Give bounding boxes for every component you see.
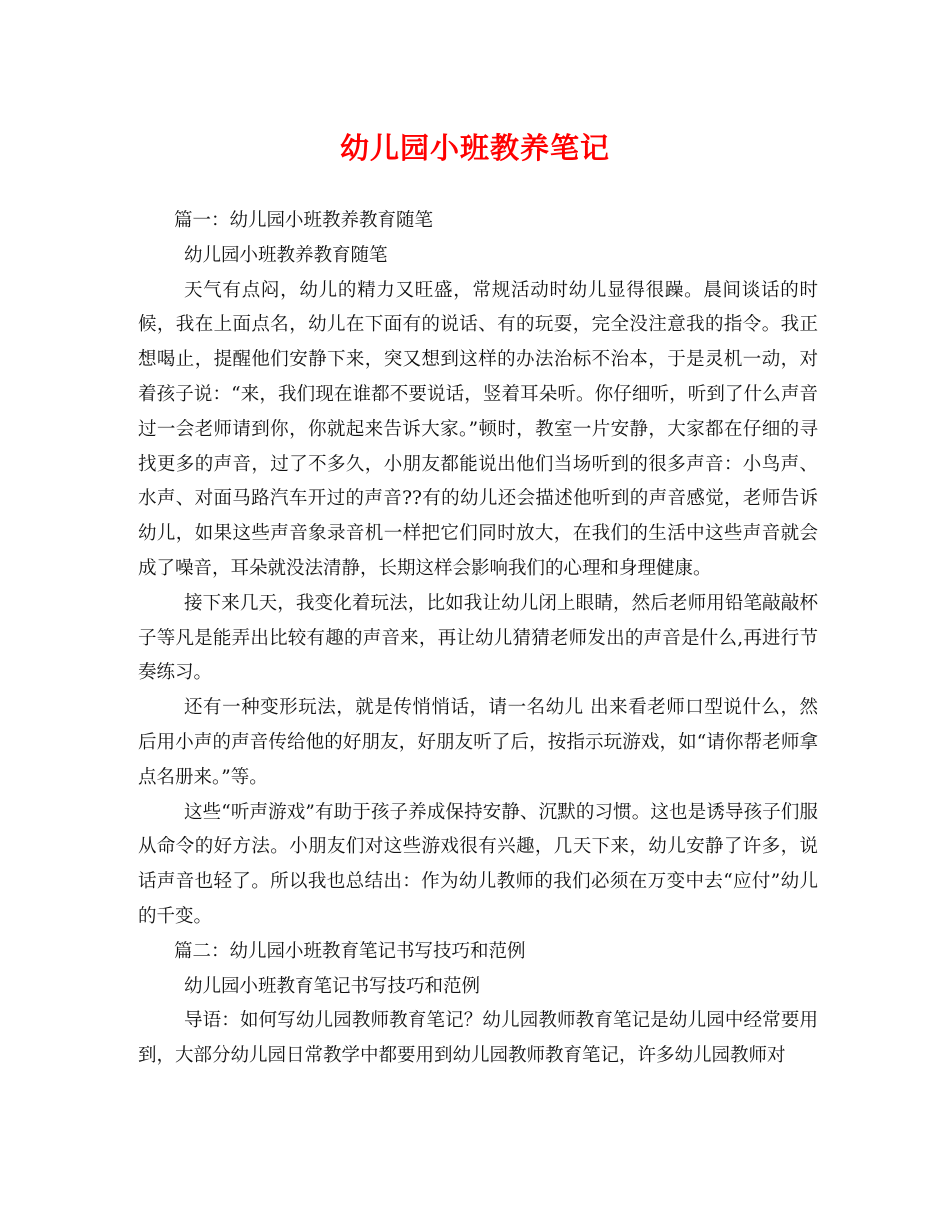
body-paragraph: 天气有点闷，幼儿的精力又旺盛，常规活动时幼儿显得很躁。晨间谈话的时候，我在上面点名，幼儿在下面有的说话、有的玩耍，完全没注意我的指令。我正想喝止，提醒他们安静下来，突又想到这样的办法治标不治本，于是灵机一动，对着孩子说：“来，我们现在谁都不要说话，竖着耳朵听。你仔细听，听到了什么声音过一会老师请到你，你就起来告诉大家。”顿时，教室一片安静，大家都在仔细的寻找更多的声音，过了不多久，小朋友都能说出他们当场听到的很多声音：小鸟声、水声、对面马路汽车开过的声音??有的幼儿还会描述他听到的声音感觉，老师告诉幼儿，如果这些声音象录音机一样把它们同时放大，在我们的生活中这些声音就会成了噪音，耳朵就没法清静，长期这样会影响我们的心理和身理健康。 [138,279,818,579]
section-heading: 篇二：幼儿园小班教育笔记书写技巧和范例 [174,940,526,962]
section-heading: 幼儿园小班教育笔记书写技巧和范例 [184,975,481,997]
body-paragraph: 接下来几天，我变化着玩法，比如我让幼儿闭上眼睛，然后老师用铅笔敲敲杯子等凡是能弄出比较有趣的声音来，再让幼儿猜猜老师发出的声音是什么,再进行节奏练习。 [138,592,818,684]
section-heading: 篇一：幼儿园小班教养教育随笔 [174,210,434,231]
body-paragraph: 这些“听声游戏”有助于孩子养成保持安静、沉默的习惯。这也是诱导孩子们服从命令的好方法。小朋友们对这些游戏很有兴趣，几天下来，幼儿安静了许多，说话声音也轻了。所以我也总结出：作为幼儿教师的我们必须在万变中去“应付”幼儿的千变。 [138,801,818,927]
body-paragraph: 导语：如何写幼儿园教师教育笔记？幼儿园教师教育笔记是幼儿园中经常要用到，大部分幼儿园日常教学中都要用到幼儿园教师教育笔记，许多幼儿园教师对 [138,1010,818,1067]
section-heading: 幼儿园小班教养教育随笔 [184,244,388,266]
document-body [138,204,818,1074]
body-paragraph: 还有一种变形玩法，就是传悄悄话，请一名幼儿 出来看老师口型说什么，然后用小声的声音传给他的好朋友，好朋友听了后，按指示玩游戏，如“请你帮老师拿点名册来。”等。 [138,697,818,788]
document-title: 幼儿园小班教养笔记 [339,131,610,165]
